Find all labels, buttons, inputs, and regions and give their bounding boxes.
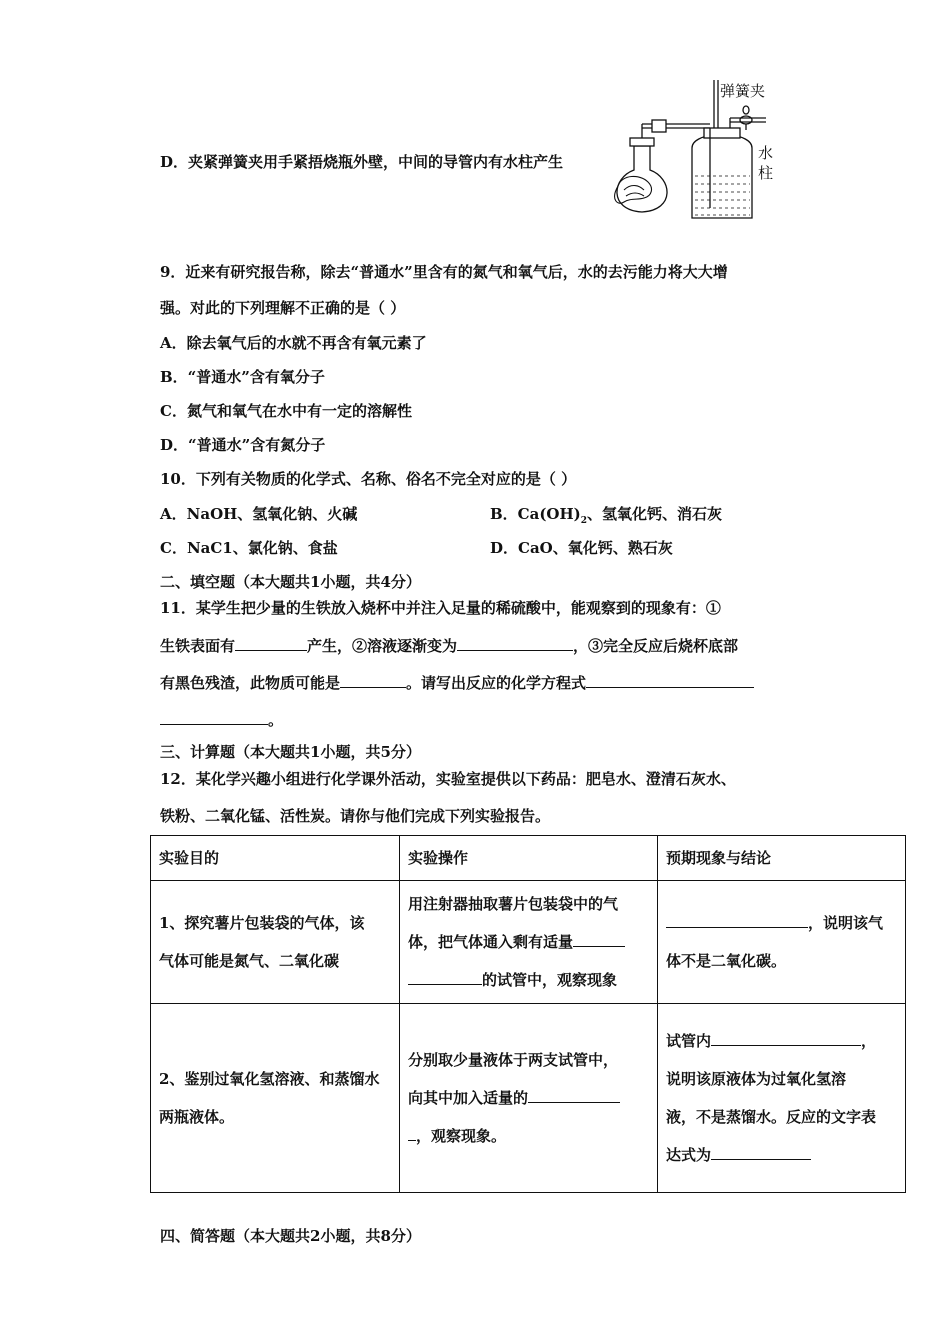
- q11-blank-1[interactable]: [235, 635, 307, 651]
- q11-line2-b: 产生，②溶液逐渐变为: [307, 637, 458, 655]
- q10-option-b: [490, 504, 722, 531]
- q12-line1: 12．某化学兴趣小组进行化学课外活动，实验室提供以下药品：肥皂水、澄清石灰水、: [160, 770, 736, 788]
- row2-res-l4-wrap: [666, 1136, 897, 1174]
- section4-heading: 四、简答题（本大题共2小题，共8分）: [160, 1227, 421, 1245]
- section2-heading: 二、填空题（本大题共1小题，共4分）: [160, 573, 421, 591]
- spring-clip-label: 弹簧夹: [720, 82, 766, 100]
- header-purpose: 实验目的: [151, 836, 400, 881]
- round-flask-icon: [617, 120, 710, 212]
- q10-option-b-pre: B．Ca(OH): [490, 505, 581, 523]
- row2-op-l1: 分别取少量液体于两支试管中，: [408, 1051, 619, 1069]
- section3-heading: 三、计算题（本大题共1小题，共5分）: [160, 743, 421, 761]
- q9-option-d: D．“普通水”含有氮分子: [160, 436, 326, 454]
- row2-res-blank-1[interactable]: [711, 1030, 861, 1046]
- q11-blank-3[interactable]: [340, 672, 406, 688]
- airtightness-apparatus-diagram: [600, 78, 780, 226]
- row1-res-l1-wrap: [666, 904, 897, 942]
- row1-op-l2-wrap: [408, 923, 649, 961]
- header-result: 预期现象与结论: [658, 836, 906, 881]
- q9-option-c: C．氮气和氧气在水中有一定的溶解性: [160, 402, 412, 420]
- table-header-row: [151, 836, 906, 881]
- row2-purpose-l2: 两瓶液体。: [159, 1108, 235, 1126]
- row1-op-l3: 的试管中，观察现象: [482, 971, 618, 989]
- q9-stem-line2: 强。对此的下列理解不正确的是（ ）: [160, 299, 406, 317]
- q9-stem-line1: 9．近来有研究报告称，除去“普通水”里含有的氮气和氧气后，水的去污能力将大大增: [160, 263, 728, 281]
- row1-res-l1: ，说明该气: [808, 914, 884, 932]
- row1-operation: [400, 881, 658, 1004]
- q10-option-b-sub: 2: [580, 516, 588, 526]
- row1-res-blank[interactable]: [666, 912, 808, 928]
- q11-line4: [160, 709, 283, 730]
- q10-option-a: A．NaOH、氢氧化钠、火碱: [160, 505, 358, 523]
- q10-option-c: C．NaC1、氯化钠、食盐: [160, 539, 338, 557]
- row1-purpose-l2: 气体可能是氮气、二氧化碳: [159, 952, 340, 970]
- row2-res-l4: 达式为: [666, 1146, 712, 1164]
- q11-line1: 11．某学生把少量的生铁放入烧杯中并注入足量的稀硫酸中，能观察到的现象有：①: [160, 599, 721, 617]
- row2-res-blank-2[interactable]: [711, 1144, 811, 1160]
- q11-blank-4[interactable]: [586, 672, 754, 688]
- q10-option-d: D．CaO、氧化钙、熟石灰: [490, 539, 673, 557]
- q11-line2: [160, 635, 738, 656]
- row2-op-l3: ，观察现象。: [416, 1127, 507, 1145]
- row2-res-l3: 液，不是蒸馏水。反应的文字表: [666, 1108, 877, 1126]
- experiment-report-table: [150, 835, 906, 1193]
- q11-line3-b: 。请写出反应的化学方程式: [406, 674, 587, 692]
- q11-line4-end: 。: [268, 711, 284, 729]
- row2-res-l1-wrap: [666, 1022, 897, 1060]
- q10-stem: 10．下列有关物质的化学式、名称、俗名不完全对应的是（ ）: [160, 470, 577, 488]
- q10-option-b-post: 、氢氧化钙、消石灰: [587, 505, 723, 523]
- apparatus-svg: [600, 78, 780, 226]
- row2-op-l2: 向其中加入适量的: [408, 1089, 529, 1107]
- row2-op-blank-1[interactable]: [528, 1087, 620, 1103]
- row1-op-blank-2[interactable]: [408, 969, 482, 985]
- q12-line2: 铁粉、二氧化锰、活性炭。请你与他们完成下列实验报告。: [160, 807, 551, 825]
- row1-result: [658, 881, 906, 1004]
- q11-blank-5[interactable]: [160, 709, 268, 725]
- row2-res-l1: 试管内: [666, 1032, 712, 1050]
- row1-op-l3-wrap: [408, 961, 649, 999]
- q11-line3-a: 有黑色残渣，此物质可能是: [160, 674, 341, 692]
- row1-op-l2: 体，把气体通入剩有适量: [408, 933, 574, 951]
- q9-option-a: A．除去氧气后的水就不再含有氧元素了: [160, 334, 427, 352]
- q9-option-b: B．“普通水”含有氧分子: [160, 368, 325, 386]
- row2-op-blank-2[interactable]: [408, 1125, 416, 1141]
- row2-purpose: [151, 1004, 400, 1193]
- q11-blank-2[interactable]: [457, 635, 573, 651]
- table-row: [151, 881, 906, 1004]
- q8-option-d: D．夹紧弹簧夹用手紧捂烧瓶外壁，中间的导管内有水柱产生: [160, 153, 564, 171]
- row2-op-l3-wrap: [408, 1117, 649, 1155]
- table-row: [151, 1004, 906, 1193]
- q11-line3: [160, 672, 754, 693]
- row1-purpose-l1: 1、探究薯片包装袋的气体，该: [159, 914, 365, 932]
- row2-res-l2: 说明该原液体为过氧化氢溶: [666, 1070, 847, 1088]
- row1-op-blank-1[interactable]: [573, 931, 625, 947]
- row1-res-l2: 体不是二氧化碳。: [666, 952, 787, 970]
- row2-op-l2-wrap: [408, 1079, 649, 1117]
- water-level-icon: [695, 176, 750, 215]
- gas-bottle-icon: [692, 80, 766, 218]
- header-operation: 实验操作: [400, 836, 658, 881]
- row1-purpose: [151, 881, 400, 1004]
- q11-line2-a: 生铁表面有: [160, 637, 236, 655]
- water-column-label-2: 柱: [758, 164, 774, 182]
- q11-line2-c: ，③完全反应后烧杯底部: [573, 637, 739, 655]
- water-column-label-1: 水: [758, 144, 774, 162]
- row2-res-l1-end: ，: [861, 1032, 877, 1050]
- row2-result: [658, 1004, 906, 1193]
- row2-purpose-l1: 2、鉴别过氧化氢溶液、和蒸馏水: [159, 1070, 380, 1088]
- row1-op-l1: 用注射器抽取薯片包装袋中的气: [408, 895, 619, 913]
- row2-operation: [400, 1004, 658, 1193]
